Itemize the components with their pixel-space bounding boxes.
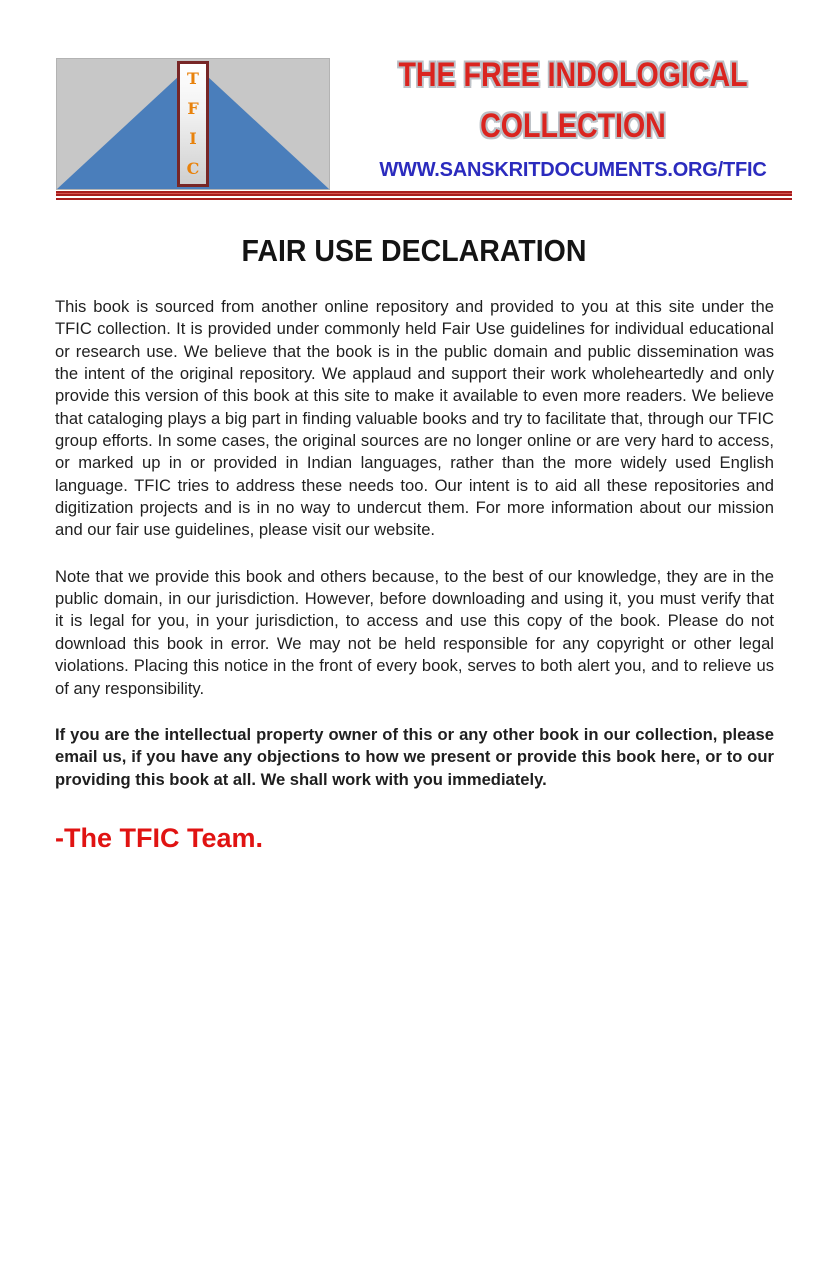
collection-title-line1: THE FREE INDOLOGICAL xyxy=(398,56,748,94)
paragraph-jurisdiction: Note that we provide this book and others because, to the best of our knowledge, they are in the public domain, in our jurisdiction. However, before downloading and using it, you must verify that it is legal for you, in your jurisdiction, to access and use this copy of the book. Please do not download this book in error. We may not be held responsible for any copyright or other legal violations. Placing this notice in the front of every book, serves to both alert you, and to relieve us of any responsibility. xyxy=(55,566,774,698)
collection-title-line2: COLLECTION xyxy=(480,107,666,145)
paragraph-sourcing: This book is sourced from another online repository and provided to you at this site under the TFIC collection. It is provided under commonly held Fair Use guidelines for individual educational or research use. We believe that the book is in the public domain and public dissemination was the intent of the original repository. We applaud and support their work wholeheartedly and only provide this version of this book at this site to make it available to even more readers. We believe that cataloging plays a big part in finding valuable books and try to facilitate that, through our TFIC group efforts. In some cases, the original sources are no longer online or are very hard to access, or marked up in or provided in Indian languages, rather than the more widely used English language. TFIC tries to address these needs too. Our intent is to aid all these repositories and digitization projects and is in no way to undercut them. For more information about our mission and our fair use guidelines, please visit our website. xyxy=(55,297,774,540)
paragraph-ip-owner: If you are the intellectual property owner of this or any other book in our collection, please email us, if you have any objections to how we present or provide this book here, or to our providing this book at all. We shall work with you immediately. xyxy=(55,724,774,789)
logo-column xyxy=(177,61,209,187)
logo-letter-i: I xyxy=(189,129,197,148)
tfic-logo xyxy=(56,58,330,190)
page-title: FAIR USE DECLARATION xyxy=(241,233,587,268)
divider-line-bottom xyxy=(56,198,792,200)
logo-letter-t: T xyxy=(187,69,199,88)
signature-tfic-team: -The TFIC Team. xyxy=(55,822,264,853)
collection-title-block xyxy=(358,58,788,182)
website-url: WWW.SANSKRITDOCUMENTS.ORG/TFIC xyxy=(379,159,767,181)
declaration-body xyxy=(55,296,774,854)
divider-double-rule xyxy=(56,191,792,200)
logo-letter-c: C xyxy=(186,159,200,178)
logo-letter-f: F xyxy=(187,99,199,118)
header xyxy=(56,58,788,190)
